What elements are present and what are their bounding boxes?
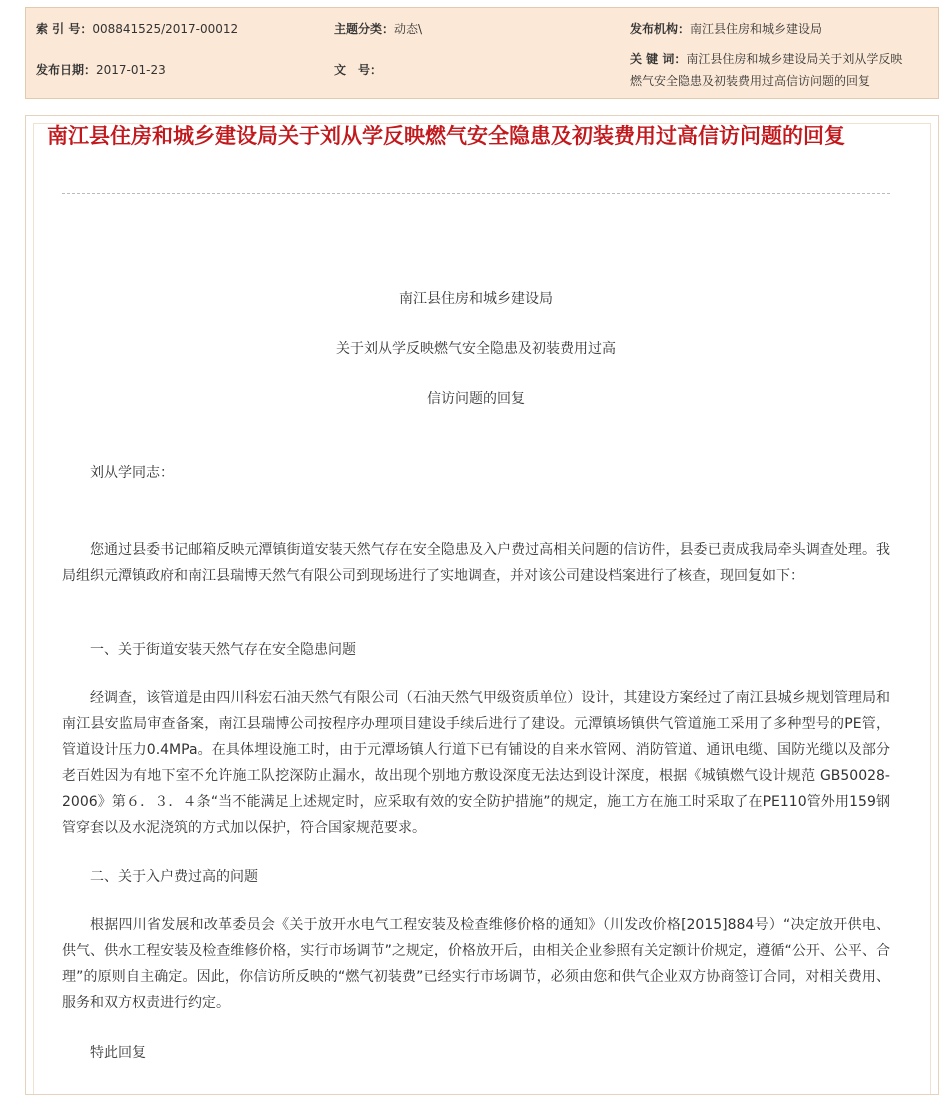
publish-date-value: 2017-01-23 — [96, 63, 166, 77]
reply-subtitle-line2: 信访问题的回复 — [427, 391, 525, 407]
topic-category-value: 动态\ — [394, 22, 423, 36]
salutation: 刘从学同志： — [90, 465, 174, 481]
issuing-organization: 南江县住房和城乡建设局 — [399, 291, 553, 307]
reply-subtitle-line1: 关于刘从学反映燃气安全隐患及初装费用过高 — [336, 341, 616, 357]
document-number — [334, 59, 382, 81]
section-heading-safety: 一、关于街道安装天然气存在安全隐患问题 — [90, 642, 356, 658]
index-number — [36, 18, 238, 40]
document-metadata-panel — [25, 7, 939, 99]
index-number-label: 索 引 号： — [36, 22, 93, 36]
title-divider — [62, 193, 890, 194]
keywords-value-line2: 燃气安全隐患及初装费用过高信访问题的回复 — [630, 74, 871, 88]
topic-category-label: 主题分类： — [334, 22, 395, 36]
publish-date — [36, 59, 166, 81]
keywords — [630, 48, 930, 92]
article-title: 南江县住房和城乡建设局关于刘从学反映燃气安全隐患及初装费用过高信访问题的回复 — [47, 123, 845, 148]
paragraph-fee-explanation: 根据四川省发展和改革委员会《关于放开水电气工程安装及检查维修价格的通知》（川发改价格[2015]884号）“决定放开供电、供气、供水工程安装及检查维修价格，实行市场调节”之规定，价格放开后，由相关企业参照有关定额计价规定，遵循“公开、公平、合理”的原则自主确定。因此，你信访所反映的“燃气初装费”已经实行市场调节，必须由您和供气企业双方协商签订合同，对相关费用、服务和双方权责进行约定。 — [62, 917, 890, 1011]
keywords-label: 关 键 词： — [630, 52, 687, 66]
paragraph-intro: 您通过县委书记邮箱反映元潭镇街道安装天然气存在安全隐患及入户费过高相关问题的信访件，县委已责成我局牵头调查处理。我局组织元潭镇政府和南江县瑞博天然气有限公司到现场进行了实地调查，并对该公司建设档案进行了核查，现回复如下： — [62, 542, 890, 584]
publisher-label: 发布机构： — [630, 22, 691, 36]
topic-category — [334, 18, 422, 40]
keywords-value-line1: 南江县住房和城乡建设局关于刘从学反映 — [686, 52, 903, 66]
publisher-value: 南江县住房和城乡建设局 — [690, 22, 823, 36]
publish-date-label: 发布日期： — [36, 63, 97, 77]
index-number-value: 008841525/2017-00012 — [92, 22, 239, 36]
section-heading-fee: 二、关于入户费过高的问题 — [90, 869, 258, 885]
closing-remark: 特此回复 — [90, 1045, 146, 1061]
paragraph-safety-findings: 经调查，该管道是由四川科宏石油天然气有限公司（石油天然气甲级资质单位）设计，其建设方案经过了南江县城乡规划管理局和南江县安监局审查备案，南江县瑞博公司按程序办理项目建设手续后进行了建设。元潭镇场镇供气管道施工采用了多种型号的PE管，管道设计压力0.4MPa。在具体埋设施工时，由于元潭场镇人行道下已有铺设的自来水管网、消防管道、通讯电缆、国防光缆以及部分老百姓因为有地下室不允许施工队挖深防止漏水，故出现个别地方敷设深度无法达到设计深度，根据《城镇燃气设计规范 GB50028-2006》第６．３．４条“当不能满足上述规定时，应采取有效的安全防护措施”的规定，施工方在施工时采取了在PE110管外用159钢管穿套以及水泥浇筑的方式加以保护，符合国家规范要求。 — [62, 690, 890, 836]
document-number-label: 文 号： — [334, 63, 383, 77]
publisher — [630, 18, 822, 40]
